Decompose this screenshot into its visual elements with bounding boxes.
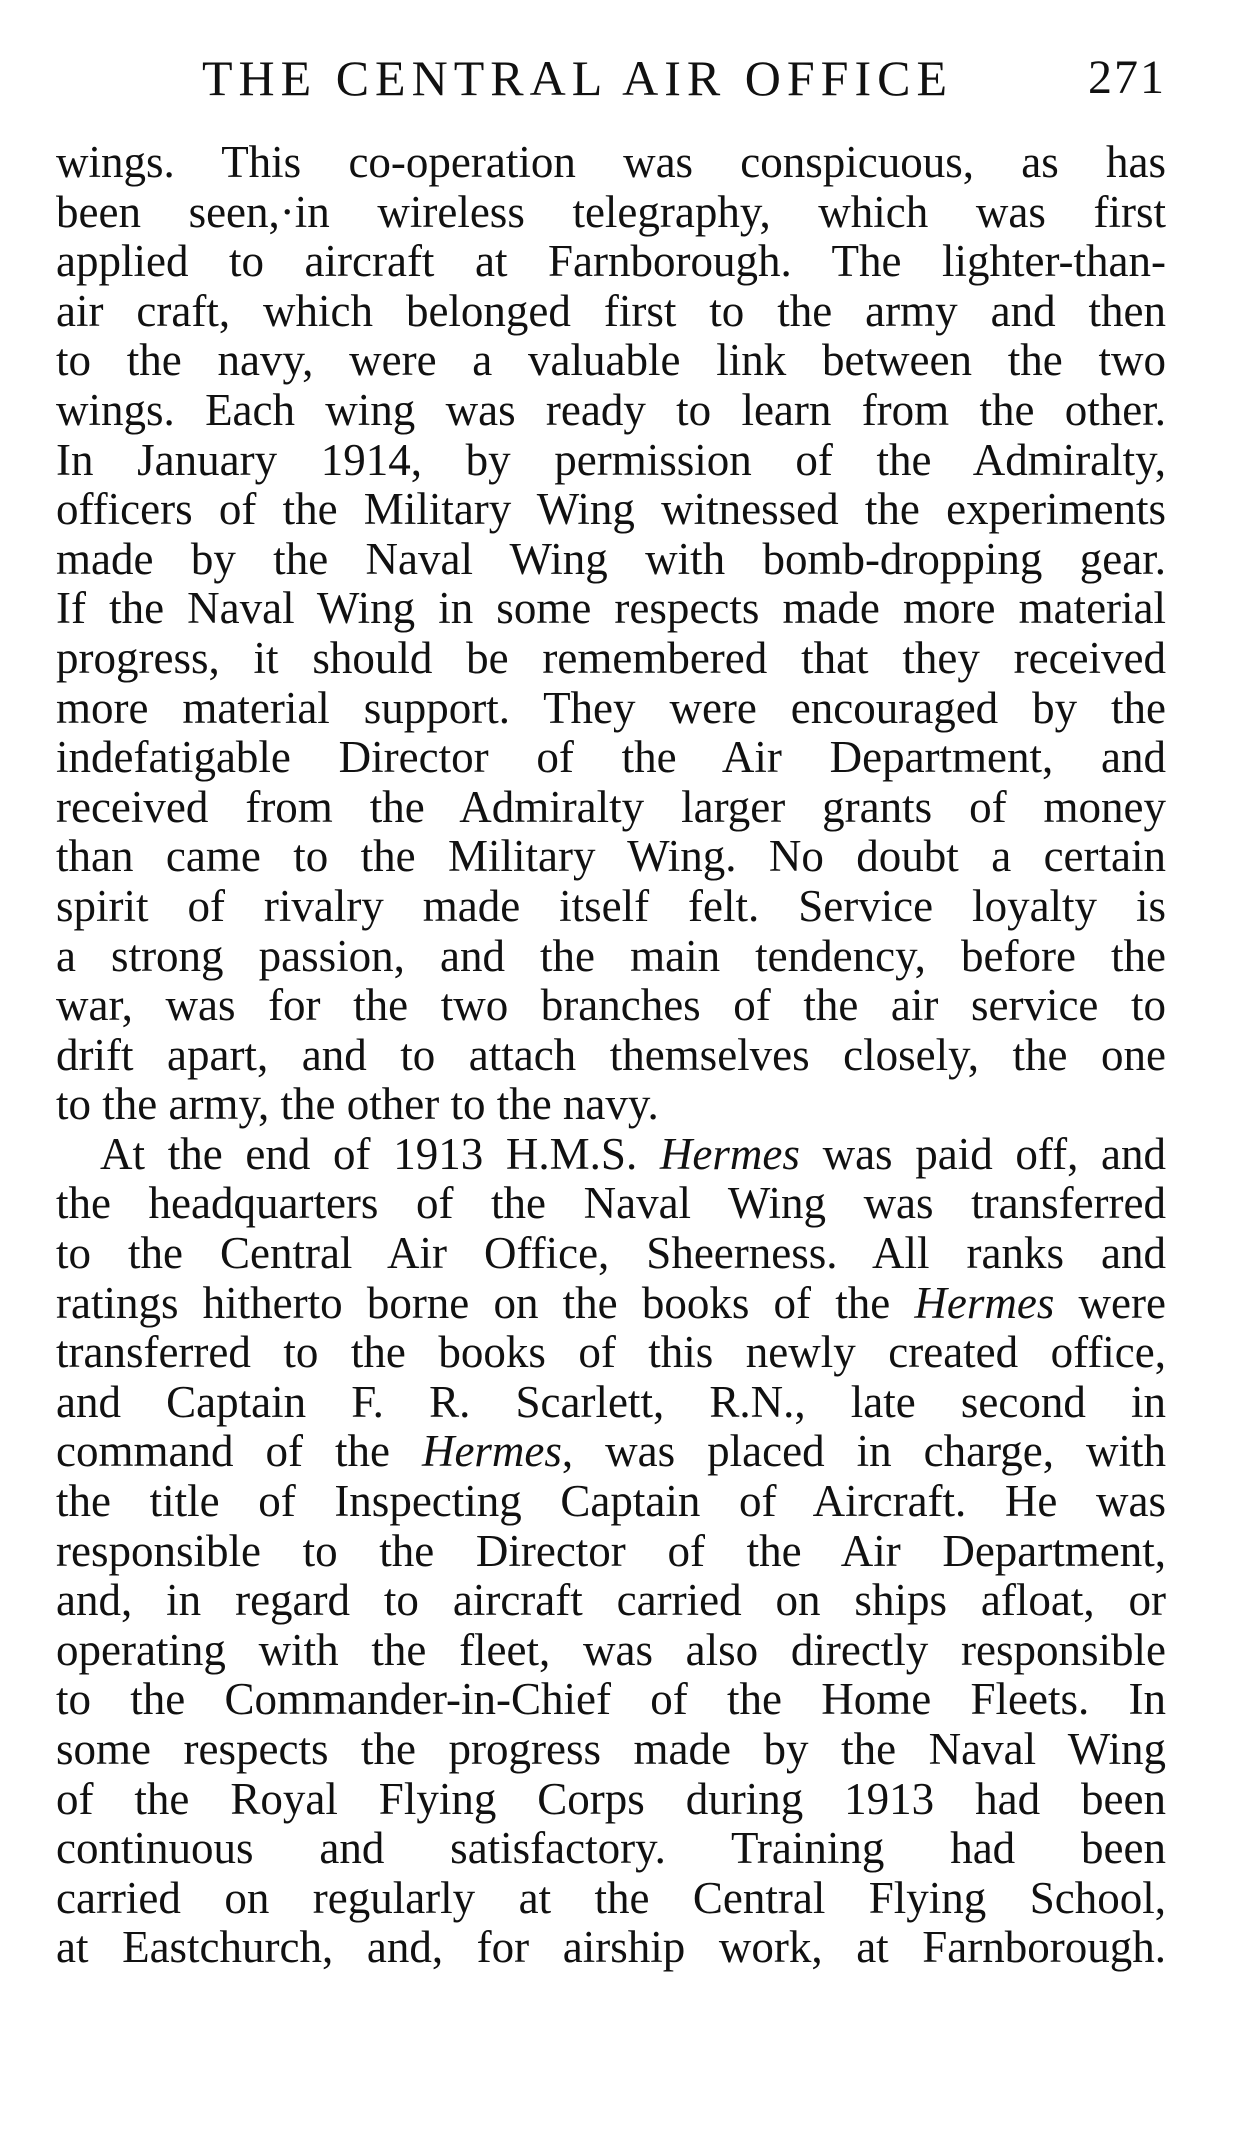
text-line: In January 1914, by permission of the Admiralty, — [56, 434, 1166, 485]
text-line: to the Commander-in-Chief of the Home Fleets. In — [56, 1674, 1166, 1725]
text-line: and, in regard to aircraft carried on ships afloat, or — [56, 1575, 1166, 1626]
text-line: a strong passion, and the main tendency, before the — [56, 930, 1166, 981]
body-text — [56, 138, 1166, 1973]
text-line: than came to the Military Wing. No doubt a certain — [56, 831, 1166, 882]
text-line: At the end of 1913 H.M.S. Hermes was paid off, and — [100, 1128, 1166, 1179]
text-line: spirit of rivalry made itself felt. Service loyalty is — [56, 880, 1166, 931]
text-line: at Eastchurch, and, for airship work, at Farnborough. — [56, 1922, 1166, 1973]
text-line: ratings hitherto borne on the books of the Hermes were — [56, 1277, 1166, 1328]
text-line: command of the Hermes, was placed in charge, with — [56, 1426, 1166, 1477]
ship-name: Hermes — [914, 1277, 1055, 1328]
text-line: of the Royal Flying Corps during 1913 had been — [56, 1773, 1166, 1824]
page-number: 271 — [1088, 51, 1166, 104]
text-line: to the army, the other to the navy. — [56, 1079, 659, 1130]
text-line: been seen,·in wireless telegraphy, which was first — [56, 186, 1166, 237]
text-line: war, was for the two branches of the air service to — [56, 980, 1166, 1031]
running-title: THE CENTRAL AIR OFFICE — [202, 50, 953, 106]
text-line: transferred to the books of this newly created office, — [56, 1327, 1166, 1378]
text-line: continuous and satisfactory. Training had been — [56, 1823, 1166, 1874]
text-line: some respects the progress made by the Naval Wing — [56, 1724, 1166, 1774]
text-line: the title of Inspecting Captain of Aircraft. He was — [56, 1476, 1166, 1527]
text-line: to the navy, were a valuable link between the two — [56, 335, 1166, 386]
text-line: officers of the Military Wing witnessed the experiments — [56, 484, 1166, 535]
ship-name: Hermes — [421, 1426, 562, 1477]
text-line: to the Central Air Office, Sheerness. All ranks and — [56, 1228, 1166, 1279]
text-line: If the Naval Wing in some respects made more material — [56, 583, 1166, 634]
text-line: air craft, which belonged first to the army and then — [56, 285, 1166, 336]
text-line: wings. Each wing was ready to learn from the other. — [56, 384, 1166, 435]
running-header — [56, 48, 1166, 108]
text-line: applied to aircraft at Farnborough. The lighter-than- — [56, 236, 1166, 287]
text-line: made by the Naval Wing with bomb-dropping gear. — [56, 533, 1166, 584]
text-line: drift apart, and to attach themselves closely, the one — [56, 1029, 1166, 1080]
text-line: operating with the fleet, was also directly responsible — [56, 1624, 1166, 1675]
text-line: and Captain F. R. Scarlett, R.N., late second in — [56, 1376, 1166, 1427]
text-line: more material support. They were encouraged by the — [56, 682, 1166, 733]
ship-name: Hermes — [659, 1128, 800, 1179]
text-line: carried on regularly at the Central Flying School, — [56, 1872, 1166, 1923]
text-line: indefatigable Director of the Air Department, and — [56, 732, 1166, 783]
text-line: wings. This co-operation was conspicuous, as has — [56, 137, 1166, 187]
text-line: the headquarters of the Naval Wing was transferred — [56, 1178, 1166, 1229]
text-line: progress, it should be remembered that they received — [56, 632, 1166, 683]
text-line: responsible to the Director of the Air Department, — [56, 1525, 1166, 1576]
text-line: received from the Admiralty larger grants of money — [56, 781, 1166, 832]
